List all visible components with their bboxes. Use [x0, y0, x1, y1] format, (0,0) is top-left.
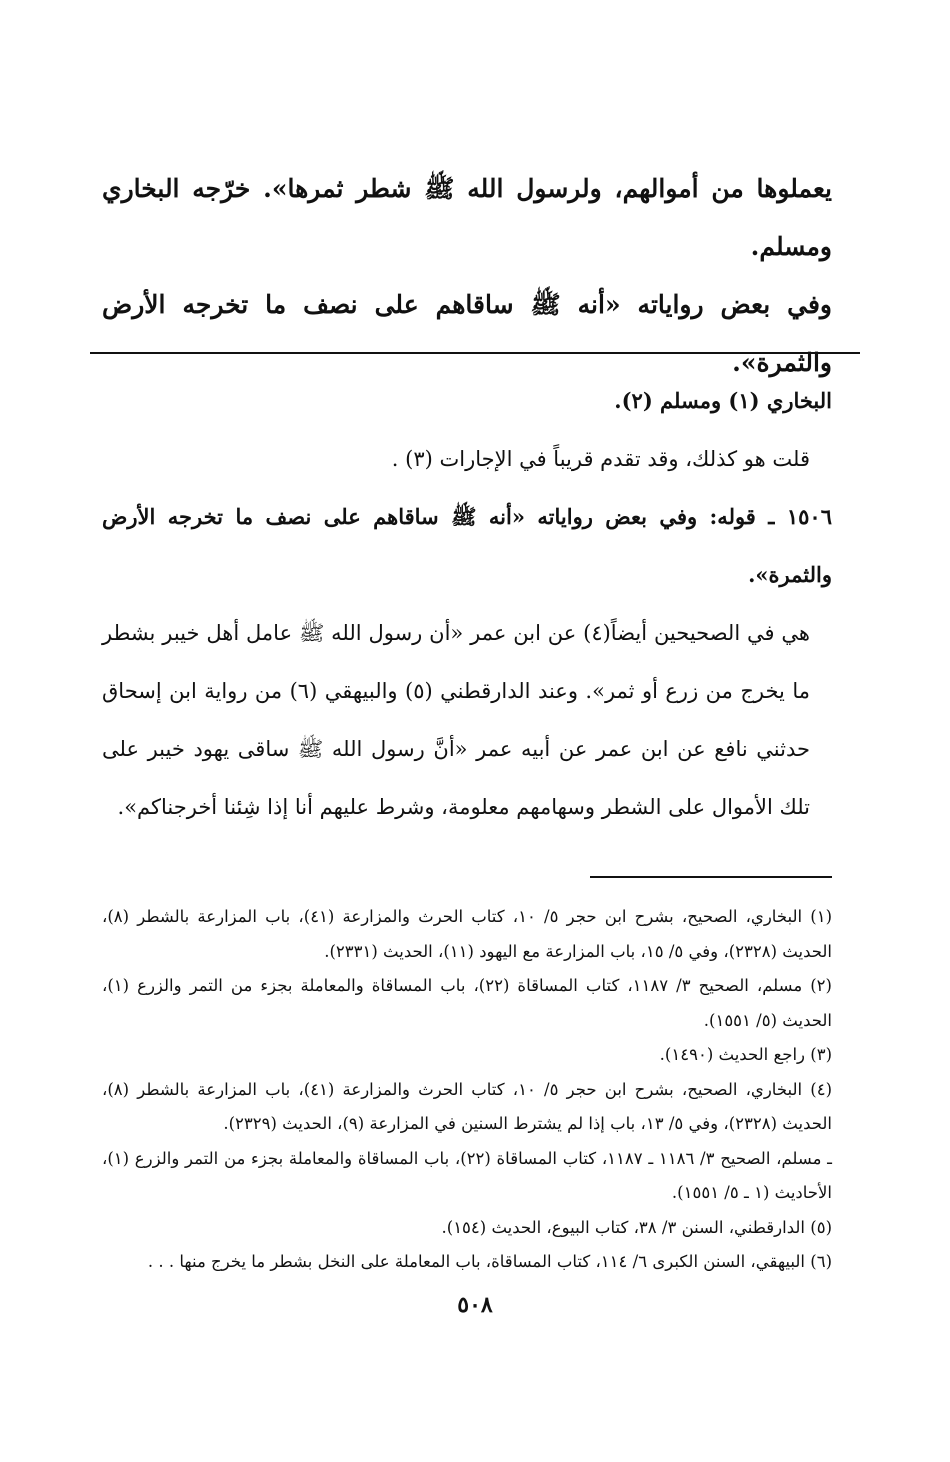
footnote: ـ مسلم، الصحيح ٣/ ١١٨٦ ـ ١١٨٧، كتاب المساقاة (٢٢)، باب المساقاة والمعاملة بجزء من التمر والزرع (١)، الأحاديث (١ ـ ٥/ ١٥٥١). [102, 1148, 832, 1202]
entry-body: هي في الصحيحين أيضاً(٤) عن ابن عمر «أن رسول الله ﷺ عامل أهل خيبر بشطر ما يخرج من زرع أو ثمر». وعند الدارقطني (٥) والبيهقي (٦) من رواية ابن إسحاق حدثني نافع عن ابن عمر عن أبيه عمر «أنَّ رسول الله ﷺ ساقى يهود خيبر على تلك الأموال على الشطر وسهامهم معلومة، وشرط عليهم أنا إذا شِئنا أخرجناكم». [102, 621, 810, 819]
note-line: قلت هو كذلك، وقد تقدم قريباً في الإجارات (٣) . [391, 447, 810, 471]
hadith-paragraph: يعملوها من أموالهم، ولرسول الله ﷺ شطر ثمرها». خرّجه البخاري ومسلم. [102, 174, 832, 261]
hadith-text [102, 160, 832, 392]
footnote: (٣) راجع الحديث (١٤٩٠). [659, 1045, 832, 1064]
footnote-divider [590, 876, 832, 878]
section-divider [90, 352, 860, 354]
footnote: (٤) البخاري، الصحيح، بشرح ابن حجر ٥/ ١٠، كتاب الحرث والمزارعة (٤١)، باب المزارعة بالشطر (٨)، الحديث (٢٣٢٨)، وفي ٥/ ١٣، باب إذا لم يشترط السنين في المزارعة (٩)، الحديث (٢٣٢٩). [102, 1079, 832, 1133]
footnote: (١) البخاري، الصحيح، بشرح ابن حجر ٥/ ١٠، كتاب الحرث والمزارعة (٤١)، باب المزارعة بالشطر (٨)، الحديث (٢٣٢٨)، وفي ٥/ ١٥، باب المزارعة مع اليهود (١١)، الحديث (٢٣٣١). [102, 907, 832, 961]
sources-line: البخاري (١) ومسلم (٢). [614, 388, 832, 413]
page-number: ٥٠٨ [457, 1292, 493, 1318]
footnote: (٦) البيهقي، السنن الكبرى ٦/ ١١٤، كتاب المساقاة، باب المعاملة على النخل بشطر ما يخرج منها . . . [147, 1252, 832, 1271]
hadith-paragraph: وفي بعض رواياته «أنه ﷺ ساقاهم على نصف ما تخرجه الأرض والثمرة». [102, 290, 832, 377]
footnote: (٢) مسلم، الصحيح ٣/ ١١٨٧، كتاب المساقاة (٢٢)، باب المساقاة والمعاملة بجزء من التمر والزرع (١)، الحديث (٥/ ١٥٥١). [102, 976, 832, 1030]
commentary [102, 372, 832, 836]
footnote: (٥) الدارقطني، السنن ٣/ ٣٨، كتاب البيوع، الحديث (١٥٤). [441, 1217, 832, 1237]
footnotes [102, 900, 832, 1280]
entry-heading: ١٥٠٦ ـ قوله: وفي بعض رواياته «أنه ﷺ ساقاهم على نصف ما تخرجه الأرض والثمرة». [102, 504, 832, 587]
